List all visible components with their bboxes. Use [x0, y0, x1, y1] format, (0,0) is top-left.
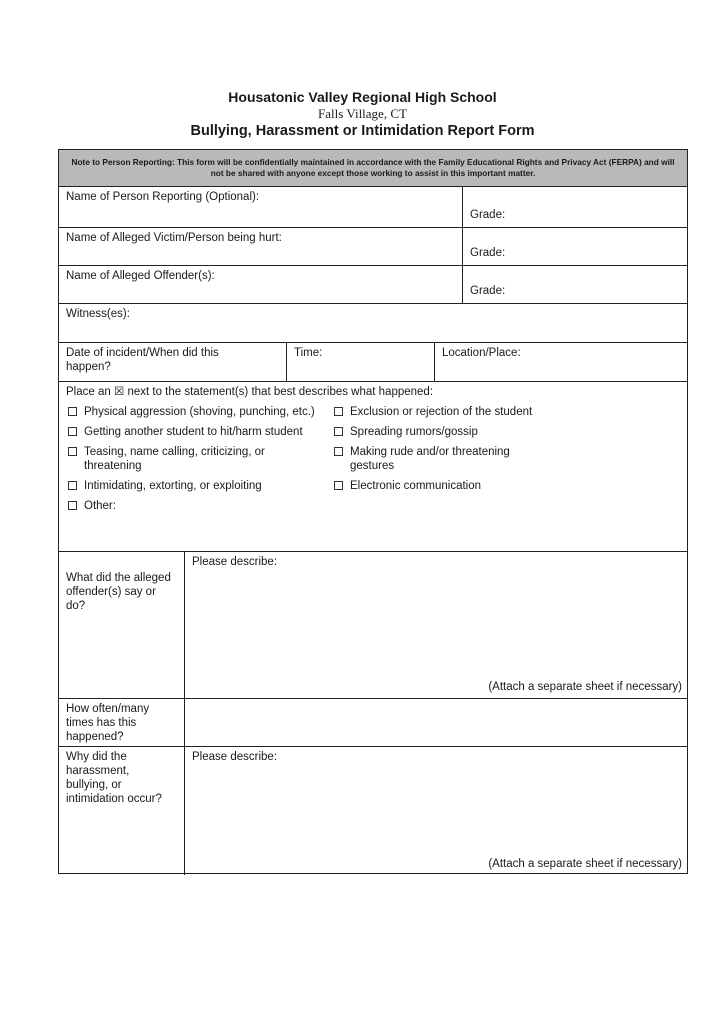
ferpa-note: Note to Person Reporting: This form will be confidentially maintained in accordance with the Family Educational Rights and Privacy Act (FERPA) and will not be shared with anyone except those working to assist in this important matter.: [59, 150, 687, 186]
checkbox-icon[interactable]: [68, 427, 77, 436]
checkbox-exclusion[interactable]: Exclusion or rejection of the student: [334, 405, 532, 419]
why-field[interactable]: [184, 747, 689, 875]
witness-field[interactable]: [59, 304, 687, 342]
say-or-do-label: What did the alleged offender(s) say or do?: [66, 572, 171, 612]
checkbox-teasing[interactable]: Teasing, name calling, criticizing, or threatening: [68, 445, 299, 473]
say-or-do-row: [59, 551, 687, 698]
why-row: [59, 746, 687, 875]
why-question: [59, 747, 184, 875]
location-field[interactable]: [434, 343, 689, 381]
checkbox-icon[interactable]: [68, 407, 77, 416]
form-header: [0, 88, 725, 141]
checkbox-icon[interactable]: [334, 407, 343, 416]
checklist-row: [59, 381, 687, 551]
person-reporting-field[interactable]: [59, 187, 462, 227]
offender-grade-field[interactable]: [462, 266, 689, 303]
person-reporting-row: [59, 186, 687, 227]
how-often-label: How often/many times has this happened?: [66, 703, 150, 743]
victim-name-field[interactable]: [59, 228, 462, 265]
checkbox-spreading-rumors[interactable]: Spreading rumors/gossip: [334, 425, 478, 439]
date-label: Date of incident/When did this happen?: [66, 347, 219, 373]
attach-note: (Attach a separate sheet if necessary): [488, 681, 682, 693]
checkbox-electronic-communication[interactable]: Electronic communication: [334, 479, 481, 493]
say-or-do-question: [59, 552, 184, 698]
location-label: Location/Place:: [442, 347, 521, 359]
please-describe-label: Please describe:: [192, 751, 278, 763]
checkbox-getting-another-student[interactable]: Getting another student to hit/harm student: [68, 425, 303, 439]
offender-label: Name of Alleged Offender(s):: [66, 270, 215, 282]
time-field[interactable]: [286, 343, 434, 381]
victim-row: [59, 227, 687, 265]
checkbox-icon[interactable]: [68, 447, 77, 456]
offender-row: [59, 265, 687, 303]
date-field[interactable]: [59, 343, 286, 381]
school-name: Housatonic Valley Regional High School: [228, 89, 497, 105]
checkbox-other[interactable]: Other:: [68, 499, 116, 513]
ferpa-note-row: [59, 150, 687, 186]
incident-details-row: [59, 342, 687, 381]
checkbox-icon[interactable]: [68, 481, 77, 490]
why-label: Why did the harassment, bullying, or intimidation occur?: [66, 751, 162, 805]
report-form: [58, 149, 688, 874]
form-title: Bullying, Harassment or Intimidation Report Form: [190, 123, 535, 139]
victim-label: Name of Alleged Victim/Person being hurt:: [66, 232, 282, 244]
person-reporting-label: Name of Person Reporting (Optional):: [66, 191, 260, 203]
how-often-question: [59, 699, 184, 746]
checkbox-physical-aggression[interactable]: Physical aggression (shoving, punching, etc.): [68, 405, 315, 419]
attach-note: (Attach a separate sheet if necessary): [488, 858, 682, 870]
checkbox-icon[interactable]: [334, 481, 343, 490]
checklist-instruction: Place an ☒ next to the statement(s) that best describes what happened:: [66, 386, 434, 398]
witness-label: Witness(es):: [66, 308, 130, 320]
checkbox-icon[interactable]: [68, 501, 77, 510]
checkbox-intimidating[interactable]: Intimidating, extorting, or exploiting: [68, 479, 262, 493]
offender-name-field[interactable]: [59, 266, 462, 303]
how-often-field[interactable]: [184, 699, 689, 746]
checklist-section: [59, 382, 687, 551]
checkbox-icon[interactable]: [334, 447, 343, 456]
checkbox-icon[interactable]: [334, 427, 343, 436]
grade-label: Grade:: [470, 247, 506, 259]
witness-row: [59, 303, 687, 342]
grade-label: Grade:: [470, 285, 506, 297]
please-describe-label: Please describe:: [192, 556, 278, 568]
time-label: Time:: [294, 347, 323, 359]
grade-label: Grade:: [470, 209, 506, 221]
say-or-do-field[interactable]: [184, 552, 689, 698]
reporter-grade-field[interactable]: [462, 187, 689, 227]
checkbox-rude-gestures[interactable]: Making rude and/or threatening gestures: [334, 445, 540, 473]
school-location: Falls Village, CT: [318, 106, 407, 121]
victim-grade-field[interactable]: [462, 228, 689, 265]
how-often-row: [59, 698, 687, 746]
